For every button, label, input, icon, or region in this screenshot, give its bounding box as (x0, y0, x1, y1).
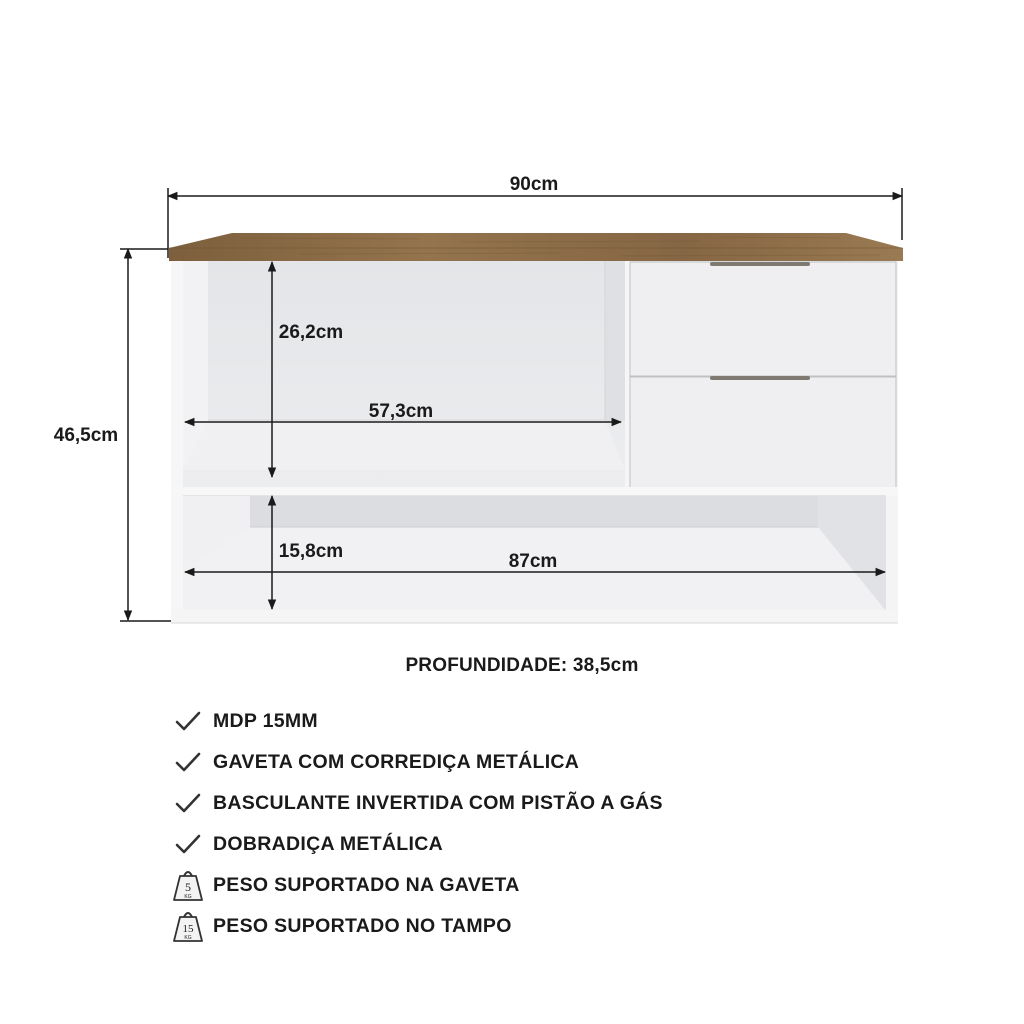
feature-label: MDP 15MM (213, 709, 318, 732)
total-width-label: 90cm (509, 174, 559, 195)
niche-height-label: 26,2cm (278, 322, 344, 343)
drawer-bottom (630, 377, 896, 492)
weight-value: 5 (185, 880, 191, 894)
drawer-handle-bottom (710, 376, 810, 380)
feature-item (166, 826, 443, 862)
weight-icon (166, 908, 210, 944)
bottom-panel (171, 610, 898, 623)
feature-label: DOBRADIÇA METÁLICA (213, 832, 443, 855)
drawer-handle-top (710, 262, 810, 266)
feature-label: BASCULANTE INVERTIDA COM PISTÃO A GÁS (213, 791, 663, 814)
feature-item (166, 908, 512, 944)
feature-item (166, 744, 579, 780)
feature-label: PESO SUPORTADO NO TAMPO (213, 914, 512, 937)
feature-label: GAVETA COM CORREDIÇA METÁLICA (213, 750, 580, 773)
weight-icon (166, 867, 210, 903)
check-icon (166, 826, 210, 862)
feature-label: PESO SUPORTADO NA GAVETA (213, 873, 520, 896)
weight-value: 15 (182, 923, 194, 935)
niche-width-label: 57,3cm (368, 401, 434, 422)
drawer-top (630, 262, 896, 376)
lower-width-label: 87cm (508, 551, 558, 572)
weight-unit: KG (184, 894, 192, 900)
middle-shelf (171, 487, 898, 496)
feature-item (166, 785, 663, 821)
left-side-panel (171, 255, 183, 623)
total-height-label: 46,5cm (53, 425, 119, 446)
upper-niche (183, 261, 625, 488)
check-icon (166, 785, 210, 821)
drawers (630, 262, 896, 492)
depth-label: PROFUNDIDADE: 38,5cm (405, 655, 639, 676)
feature-item (166, 703, 318, 739)
check-icon (166, 744, 210, 780)
wood-top (169, 233, 903, 261)
feature-item (166, 867, 520, 903)
weight-unit: KG (184, 935, 192, 941)
check-icon (166, 703, 210, 739)
lower-height-label: 15,8cm (278, 541, 344, 562)
